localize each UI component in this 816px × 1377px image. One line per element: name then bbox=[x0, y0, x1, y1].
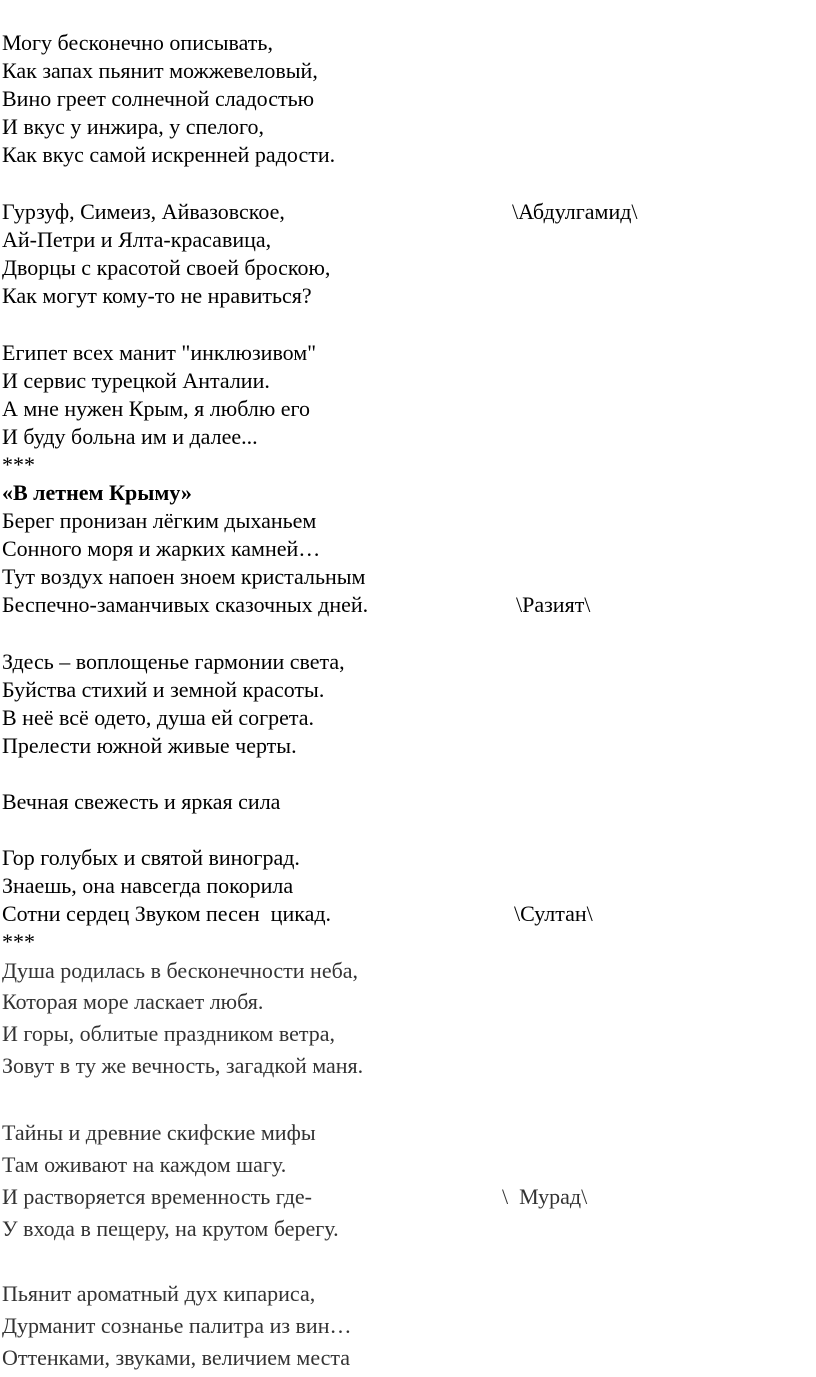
separator: *** bbox=[2, 929, 35, 954]
poem-line: Тут воздух напоен зноем кристальным bbox=[2, 564, 366, 589]
author-signature: \Разият\ bbox=[516, 592, 591, 617]
poem-line: Гурзуф, Симеиз, Айвазовское, bbox=[2, 199, 285, 224]
poem-line: Сонного моря и жарких камней… bbox=[2, 536, 321, 561]
poem-line: Прелести южной живые черты. bbox=[2, 733, 297, 758]
poem-line: В неё всё одето, душа ей согрета. bbox=[2, 705, 315, 730]
poem-title: «В летнем Крыму» bbox=[2, 480, 192, 505]
poem-line: А мне нужен Крым, я люблю его bbox=[2, 396, 310, 421]
poem-line: Здесь – воплощенье гармонии света, bbox=[2, 649, 345, 674]
poem-line: Как вкус самой искренней радости. bbox=[2, 142, 336, 167]
poem-line: Гор голубых и святой виноград. bbox=[2, 845, 300, 870]
poem-line: Зовут в ту же вечность, загадкой маня. bbox=[2, 1053, 364, 1078]
poem-line: Берег пронизан лёгким дыханьем bbox=[2, 508, 317, 533]
poem-line: Сотни сердец Звуком песен цикад. bbox=[2, 901, 332, 926]
poem-line: Оттенками, звуками, величием места bbox=[2, 1345, 351, 1370]
poem-line: Знаешь, она навсегда покорила bbox=[2, 873, 294, 898]
separator: *** bbox=[2, 452, 35, 477]
poem-line: Как запах пьянит можжевеловый, bbox=[2, 58, 318, 83]
poem-line: Которая море ласкает любя. bbox=[2, 989, 264, 1014]
poem-line: Буйства стихий и земной красоты. bbox=[2, 677, 325, 702]
poem-line: У входа в пещеру, на крутом берегу. bbox=[2, 1216, 339, 1241]
poem-line: Ай-Петри и Ялта-красавица, bbox=[2, 227, 272, 252]
poem-line: Вечная свежесть и яркая сила bbox=[2, 789, 281, 814]
poem-line: И вкус у инжира, у спелого, bbox=[2, 114, 264, 139]
author-signature: \Абдулгамид\ bbox=[512, 199, 638, 224]
poem-line: Египет всех манит "инклюзивом" bbox=[2, 340, 317, 365]
poem-line: И буду больна им и далее... bbox=[2, 424, 258, 449]
poem-line: И горы, облитые праздником ветра, bbox=[2, 1021, 336, 1046]
poem-line: Беспечно-заманчивых сказочных дней. bbox=[2, 592, 369, 617]
poem-line: Тайны и древние скифские мифы bbox=[2, 1120, 316, 1145]
author-signature: \ Мурад\ bbox=[502, 1184, 588, 1209]
poem-line: И сервис турецкой Анталии. bbox=[2, 368, 270, 393]
poem-line: Как могут кому-то не нравиться? bbox=[2, 283, 312, 308]
poem-line: Пьянит ароматный дух кипариса, bbox=[2, 1281, 316, 1306]
author-signature: \Султан\ bbox=[514, 901, 593, 926]
poem-line: И растворяется временность где- bbox=[2, 1184, 312, 1209]
poem-line: Душа родилась в бесконечности неба, bbox=[2, 958, 359, 983]
poem-line: Дурманит сознанье палитра из вин… bbox=[2, 1313, 352, 1338]
poem-line: Дворцы с красотой своей броскою, bbox=[2, 255, 331, 280]
poem-line: Могу бесконечно описывать, bbox=[2, 30, 273, 55]
poem-line: Там оживают на каждом шагу. bbox=[2, 1152, 287, 1177]
poem-line: Вино греет солнечной сладостью bbox=[2, 86, 315, 111]
